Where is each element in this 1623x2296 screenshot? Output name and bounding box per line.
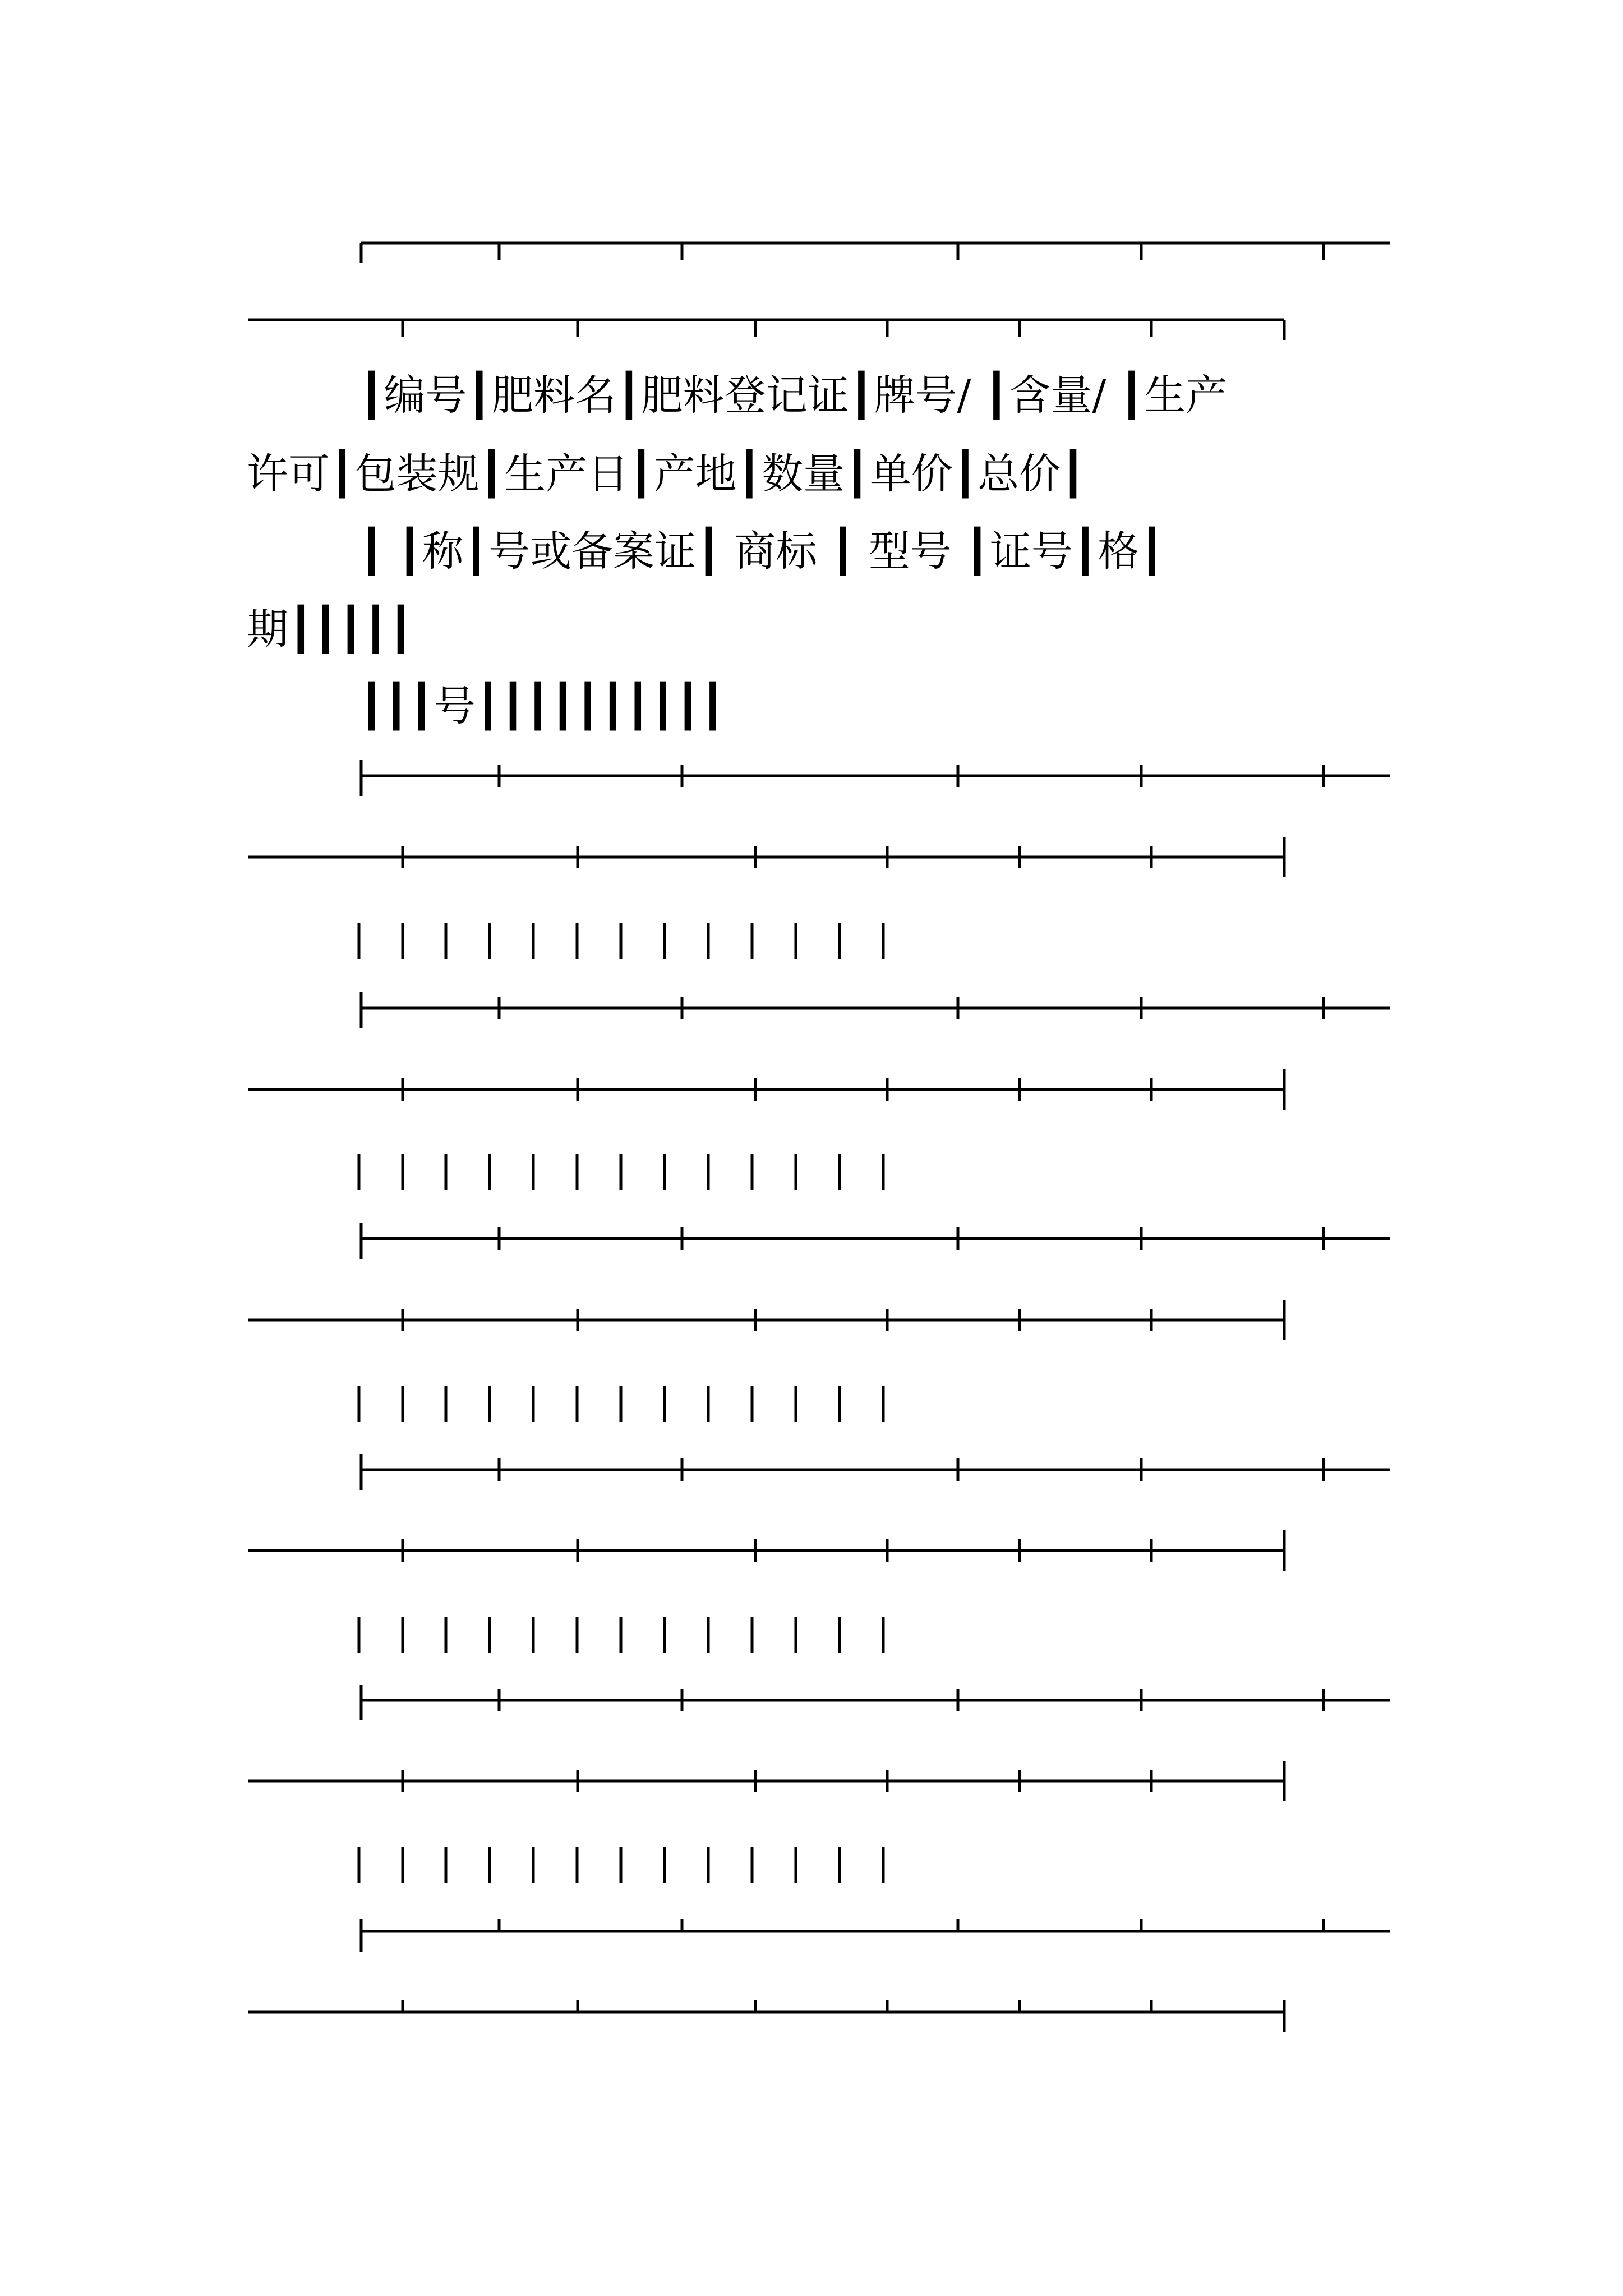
header-row-2-line-2: 期┃┃┃┃┃ — [247, 605, 413, 654]
header-row-2-line-1: ┃ ┃称┃号或备案证┃ 商标 ┃ 型号 ┃证号┃格┃ — [359, 527, 1165, 576]
header-row-1-line-1: ┃编号┃肥料名┃肥料登记证┃牌号/ ┃含量/ ┃生产 — [359, 371, 1228, 420]
header-row-1-line-2: 许可┃包装规┃生产日┃产地┃数量┃单价┃总价┃ — [247, 450, 1086, 498]
header-row-3-line-1: ┃┃┃号┃┃┃┃┃┃┃┃┃┃ — [359, 682, 726, 730]
